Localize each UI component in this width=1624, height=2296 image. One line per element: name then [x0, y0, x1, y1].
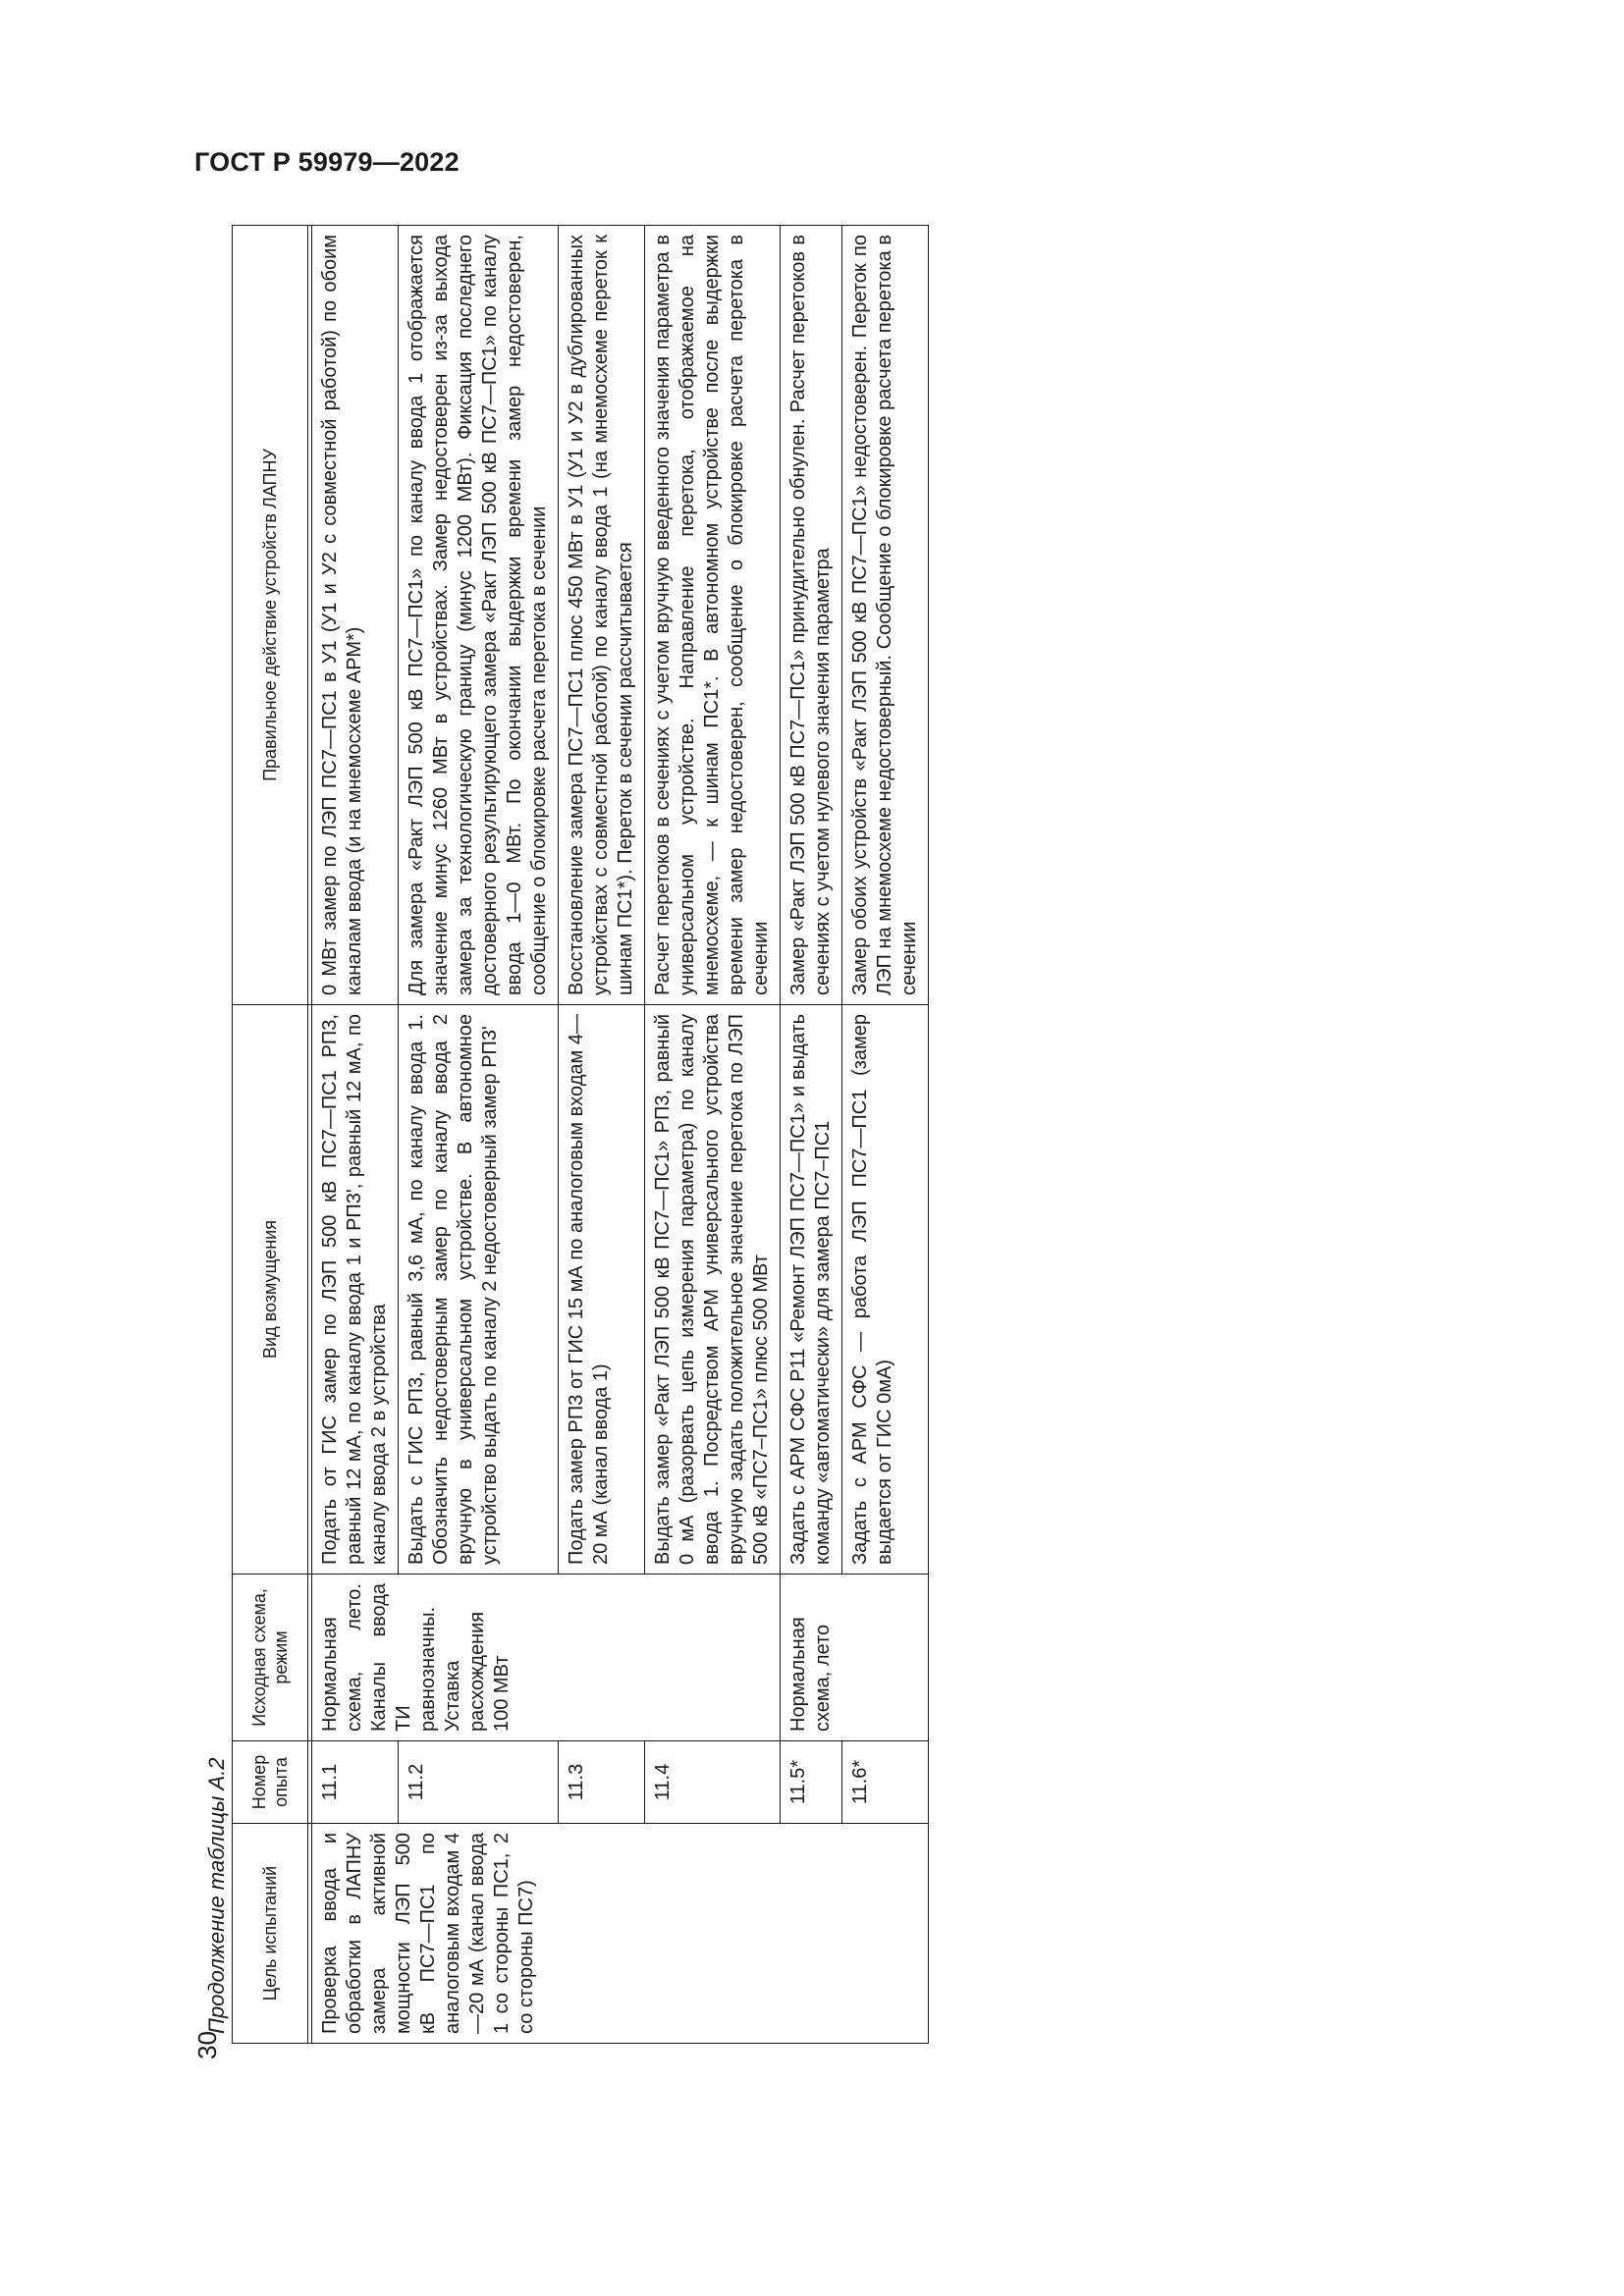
table-row — [312, 226, 399, 2044]
disturbance-cell: Подать от ГИС замер по ЛЭП 500 кВ ПС7—ПС1 РП3, равный 12 мА, по каналу ввода 1 и РП3', равный 12 мА, по каналу ввода 2 в устройства — [312, 1005, 399, 1575]
experiment-number: 11.1 — [312, 1741, 399, 1824]
page-number: 30 — [192, 2031, 222, 2059]
table-row — [781, 226, 842, 2044]
action-cell: 0 МВт замер по ЛЭП ПС7—ПС1 в У1 (У1 и У2 с совместной работой) по обоим каналам ввода (и на мнемосхеме АРМ*) — [312, 226, 399, 1005]
disturbance-cell: Подать замер РП3 от ГИС 15 мА по аналоговым входам 4—20 мА (канал ввода 1) — [559, 1005, 645, 1575]
action-cell: Для замера «Ракт ЛЭП 500 кВ ПС7—ПС1» по каналу ввода 1 отображается значение минус 1260 МВт в устройствах. Замер недостоверен из-за выхода замера за технологическую границу (минус 1200 МВт). Фиксация последнего достоверного результирующего замера «Ракт ЛЭП 500 кВ ПС7—ПС1» по каналу ввода 1—0 МВт. По окончании выдержки времени замер недостоверен, сообщение о блокировке расчета перетока в сечении — [399, 226, 559, 1005]
experiment-number: 11.3 — [559, 1741, 645, 1824]
table-row — [559, 226, 645, 2044]
experiment-number: 11.6* — [842, 1741, 929, 1824]
action-cell: Восстановление замера ПС7—ПС1 плюс 450 МВт в У1 (У1 и У2 в дублированных устройствах с совместной работой) по каналу ввода 1 (на мнемосхеме переток к шинам ПС1*). Переток в сечении рассчитывается — [559, 226, 645, 1005]
scheme-cell: Нормальная схема, лето. Каналы ввода ТИ равнозначны. Уставка расхождения 100 МВт — [312, 1575, 781, 1741]
table-caption: Продолжение таблицы А.2 — [204, 1757, 229, 2034]
experiment-number: 11.5* — [781, 1741, 842, 1824]
action-cell: Расчет перетоков в сечениях с учетом вручную введенного значения параметра в универсальном устройстве. Направление перетока, отображаемое на мнемосхеме, — к шинам ПС1*. В автономном устройстве после выдержки времени замер недостоверен, сообщение о блокировке расчета перетока в сечении — [645, 226, 781, 1005]
column-header-action: Правильное действие устройств ЛАПНУ — [233, 226, 308, 1005]
experiment-number: 11.2 — [399, 1741, 559, 1824]
column-header-disturbance: Вид возмущения — [233, 1005, 308, 1575]
disturbance-cell: Задать с АРМ СФС Р11 «Ремонт ЛЭП ПС7—ПС1» и выдать команду «автоматически» для замера ПС7–ПС1 — [781, 1005, 842, 1575]
table-row — [399, 226, 559, 2044]
action-cell: Замер обоих устройств «Ракт ЛЭП 500 кВ ПС7—ПС1» недостоверен. Переток по ЛЭП на мнемосхеме недостоверный. Сообщение о блокировке расчета перетока в сечении — [842, 226, 929, 1005]
rotated-table-block — [192, 214, 1322, 2044]
column-header-goal: Цель испытаний — [233, 1824, 308, 2044]
test-table — [232, 225, 929, 2044]
scheme-cell: Нормальная схема, лето — [781, 1575, 929, 1741]
document-standard-header: ГОСТ Р 59979—2022 — [194, 147, 460, 177]
disturbance-cell: Выдать замер «Ракт ЛЭП 500 кВ ПС7—ПС1» РП3, равный 0 мА (разорвать цепь измерения параметра) по каналу ввода 1. Посредством АРМ универсального устройства вручную задать положительное значение перетока по ЛЭП 500 кВ «ПС7–ПС1» плюс 500 МВт — [645, 1005, 781, 1575]
column-header-scheme: Исходная схема, режим — [233, 1575, 308, 1741]
table-row — [842, 226, 929, 2044]
table-header-row — [233, 226, 308, 2044]
table-row — [645, 226, 781, 2044]
action-cell: Замер «Ракт ЛЭП 500 кВ ПС7—ПС1» принудительно обнулен. Расчет перетоков в сечениях с учетом нулевого значения параметра — [781, 226, 842, 1005]
disturbance-cell: Задать с АРМ СФС — работа ЛЭП ПС7—ПС1 (замер выдается от ГИС 0мА) — [842, 1005, 929, 1575]
experiment-number: 11.4 — [645, 1741, 781, 1824]
goal-cell: Проверка ввода и обработки в ЛАПНУ замера активной мощности ЛЭП 500 кВ ПС7—ПС1 по аналоговым входам 4—20 мА (канал ввода 1 со стороны ПС1, 2 со стороны ПС7) — [312, 1824, 929, 2044]
disturbance-cell: Выдать с ГИС РП3, равный 3,6 мА, по каналу ввода 1. Обозначить недостоверным замер по каналу ввода 2 вручную в универсальном устройстве. В автономное устройство выдать по каналу 2 недостоверный замер РП3' — [399, 1005, 559, 1575]
column-header-number: Номер опыта — [233, 1741, 308, 1824]
